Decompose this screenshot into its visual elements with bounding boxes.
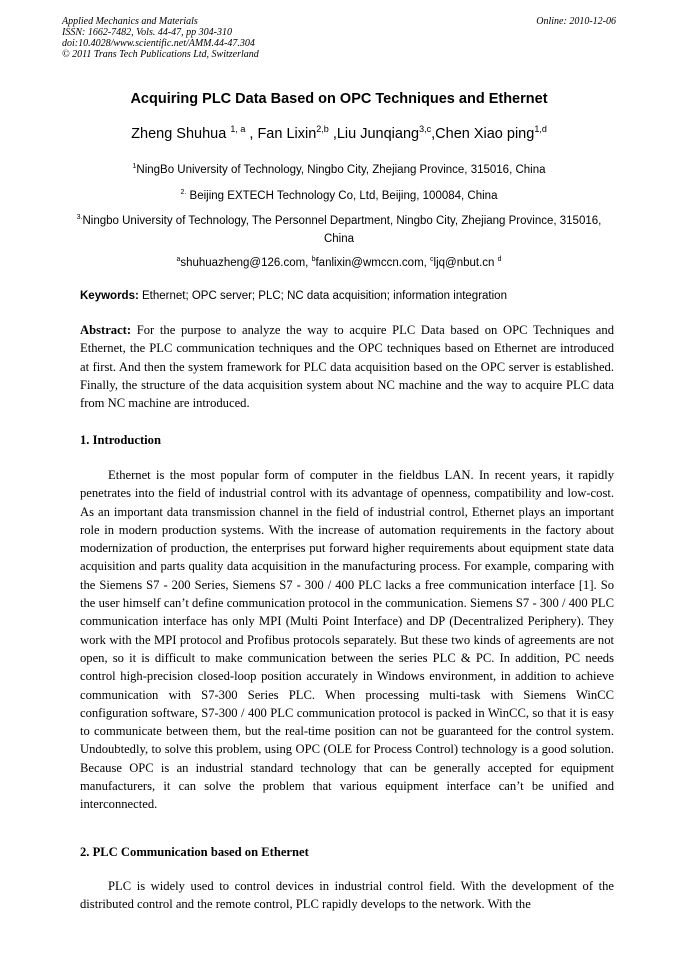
affiliation-1 — [80, 158, 598, 179]
author-sup: 3,c — [419, 124, 432, 134]
journal-name: Applied Mechanics and Materials — [62, 16, 198, 27]
affiliation-2 — [80, 184, 598, 205]
keywords-label: Keywords: — [80, 290, 139, 302]
email-line — [80, 251, 598, 272]
email-sup: a — [176, 256, 181, 263]
copyright-line: © 2011 Trans Tech Publications Ltd, Switzerland — [62, 49, 259, 60]
online-date: Online: 2010-12-06 — [536, 16, 616, 27]
journal-metadata — [62, 16, 259, 60]
email-sup: b — [311, 256, 316, 263]
author-sup: 1,d — [534, 124, 547, 134]
email-a: shuhuazheng@126.com, — [180, 256, 312, 269]
affiliation-sup: 2. — [180, 189, 187, 196]
affiliation-text: Beijing EXTECH Technology Co, Ltd, Beijing, 100084, China — [186, 189, 498, 202]
affiliation-text: Ningbo University of Technology, The Personnel Department, Ningbo City, Zhejiang Province, 315016, China — [82, 214, 602, 245]
email-sup: d — [497, 256, 502, 263]
abstract — [80, 321, 614, 412]
abstract-label: Abstract: — [80, 323, 132, 337]
affiliation-sup: 3. — [76, 214, 83, 221]
author-sup: 2,b — [316, 124, 329, 134]
author-name: Zheng Shuhua — [131, 125, 231, 142]
section-heading-plc-communication: 2. PLC Communication based on Ethernet — [80, 845, 309, 859]
keywords — [80, 290, 507, 302]
keywords-text: Ethernet; OPC server; PLC; NC data acquisition; information integration — [138, 290, 507, 302]
paper-title: Acquiring PLC Data Based on OPC Techniques and Ethernet — [130, 91, 548, 107]
issn-line: ISSN: 1662-7482, Vols. 44-47, pp 304-310 — [62, 27, 232, 38]
author-name: Chen Xiao ping — [435, 125, 535, 142]
affiliation-sup: 1 — [132, 163, 137, 170]
doi-line: doi:10.4028/www.scientific.net/AMM.44-47.304 — [62, 38, 255, 49]
section-heading-introduction: 1. Introduction — [80, 433, 161, 447]
abstract-text: For the purpose to analyze the way to acquire PLC Data based on OPC Techniques and Ethernet, the PLC communication techniques and the OPC techniques based on Ethernet are introduced at first. And then the system framework for PLC data acquisition based on the OPC server is established. Finally, the structure of the data acquisition system about NC machine and the way to acquire PLC data from NC machine are introduced. — [80, 323, 614, 411]
affiliation-text: NingBo University of Technology, Ningbo City, Zhejiang Province, 315016, China — [136, 163, 546, 176]
introduction-paragraph: Ethernet is the most popular form of computer in the fieldbus LAN. In recent years, it rapidly penetrates into the field of industrial control with its advantage of openness, compatibility and low-cost. As an important data transmission channel in the field of industrial control, Ethernet plays an important role in modern production systems. With the increase of automation requirements in the factory about modernization of production, the enterprises put forward higher requirements about equipment state data acquisition and parts quality data acquisition in the manufacturing process. For example, comparing with the Siemens S7 - 200 Series, Siemens S7 - 300 / 400 PLC lacks a free communication interface [1]. So the user himself can’t define communication protocol in the communication. Siemens S7 - 300 / 400 PLC communication interface has only MPI (Multi Point Interface) and DP (Decentralized Periphery). They work with the MPI protocol and Profibus protocols separately. But these two kinds of agreements are not open, so it is difficult to make communication between the series PLC & PC. In addition, PC needs control high-precision closed-loop position accurately in Windows environment, in addition to achieve communication with S7-300 Series PLC. When processing multi-task with Siemens WinCC configuration software, S7-300 / 400 PLC communication protocol is packed in WinCC, so that it is easy to communicate between them, but the real-time position can not be guaranteed for the control system. Undoubtedly, to solve this problem, using OPC (OLE for Process Control) technology is a good solution. Because OPC is an industrial standard technology that can be generally accepted for equipment manufacturers, it can solve the problem that various equipment interface can’t be unified and interconnected. — [80, 468, 614, 812]
author-list — [0, 124, 678, 142]
author-sup: 1, a — [230, 124, 246, 134]
email-c: ljq@nbut.cn — [433, 256, 498, 269]
author-name: Fan Lixin — [257, 125, 317, 142]
email-b: fanlixin@wmccn.com, — [315, 256, 431, 269]
author-separator: , — [431, 125, 436, 142]
email-sup: c — [430, 256, 434, 263]
author-name: Liu Junqiang — [336, 125, 420, 142]
affiliation-3 — [72, 209, 606, 248]
author-separator: , — [328, 125, 337, 142]
author-separator: , — [245, 125, 258, 142]
plc-communication-paragraph: PLC is widely used to control devices in industrial control field. With the development of the distributed control and the remote control, PLC rapidly develops to the network. With the — [80, 879, 614, 912]
